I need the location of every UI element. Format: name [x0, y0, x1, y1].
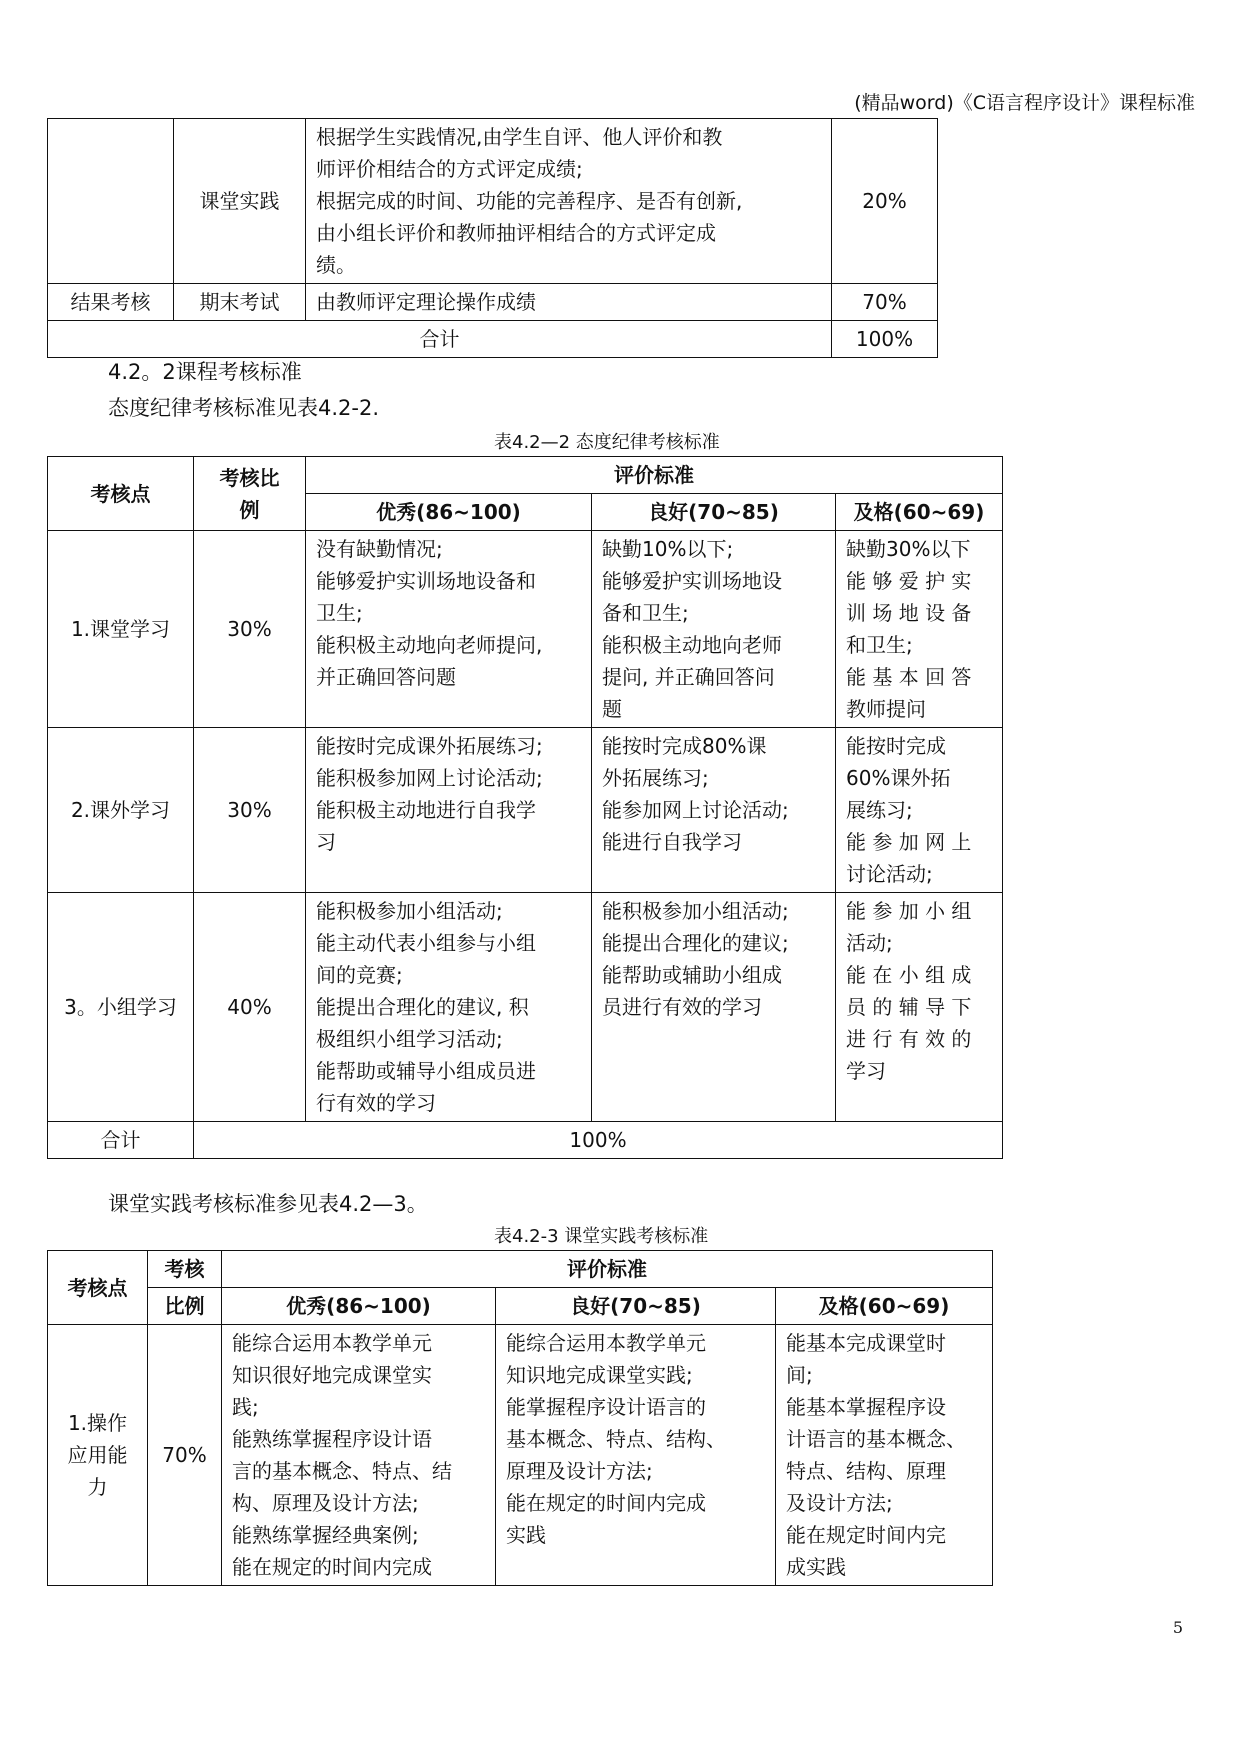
- header-point: 考核点: [48, 1251, 148, 1325]
- section-heading: 4.2。2课程考核标准: [108, 360, 302, 384]
- header-good: 良好(70~85): [496, 1288, 776, 1325]
- header-excellent: 优秀(86~100): [306, 494, 592, 531]
- header-eval: 评价标准: [306, 457, 1003, 494]
- point-cell: 1.课堂学习: [48, 531, 194, 728]
- table-header-row: [48, 457, 1003, 494]
- table-row: [48, 119, 938, 284]
- pass-cell: 能基本完成课堂时 间; 能基本掌握程序设 计语言的基本概念、 特点、结构、原理 及设计方法; 能在规定时间内完 成实践: [776, 1325, 993, 1586]
- header-ratio-line2: 比例: [148, 1288, 222, 1325]
- good-cell: 能综合运用本教学单元 知识地完成课堂实践; 能掌握程序设计语言的 基本概念、特点、结构、 原理及设计方法; 能在规定的时间内完成 实践: [496, 1325, 776, 1586]
- class-practice-table: [47, 1250, 993, 1586]
- point-cell: 1.操作 应用能 力: [48, 1325, 148, 1586]
- header-excellent: 优秀(86~100): [222, 1288, 496, 1325]
- percent-cell: 70%: [832, 284, 938, 321]
- header-pass: 及格(60~69): [836, 494, 1003, 531]
- excellent-cell: 能按时完成课外拓展练习; 能积极参加网上讨论活动; 能积极主动地进行自我学 习: [306, 728, 592, 893]
- excellent-cell: 能综合运用本教学单元 知识很好地完成课堂实 践; 能熟练掌握程序设计语 言的基本概念、特点、结 构、原理及设计方法; 能熟练掌握经典案例; 能在规定的时间内完成: [222, 1325, 496, 1586]
- header-ratio-line1: 考核: [148, 1251, 222, 1288]
- table-row: [48, 284, 938, 321]
- category-cell: 期末考试: [174, 284, 306, 321]
- header-note: (精品word)《C语言程序设计》课程标准: [854, 92, 1195, 114]
- good-cell: 能积极参加小组活动; 能提出合理化的建议; 能帮助或辅助小组成 员进行有效的学习: [592, 893, 836, 1122]
- good-cell: 能按时完成80%课 外拓展练习; 能参加网上讨论活动; 能进行自我学习: [592, 728, 836, 893]
- header-pass: 及格(60~69): [776, 1288, 993, 1325]
- pass-cell: 能按时完成 60%课外拓 展练习; 能 参 加 网 上 讨论活动;: [836, 728, 1003, 893]
- table-row: [48, 531, 1003, 728]
- category-cell: 课堂实践: [174, 119, 306, 284]
- table-header-row: [48, 1251, 993, 1288]
- page-number: 5: [1172, 1618, 1183, 1637]
- table-row-total: [48, 321, 938, 358]
- paragraph: 态度纪律考核标准见表4.2-2.: [108, 396, 380, 420]
- pass-cell: 缺勤30%以下 能 够 爱 护 实 训 场 地 设 备 和卫生; 能 基 本 回 答 教师提问: [836, 531, 1003, 728]
- ratio-cell: 70%: [148, 1325, 222, 1586]
- ratio-cell: 40%: [194, 893, 306, 1122]
- table-caption: 表4.2—2 态度纪律考核标准: [494, 432, 720, 453]
- table-row: [48, 1325, 993, 1586]
- table-row-total: [48, 1122, 1003, 1159]
- pass-cell: 能 参 加 小 组 活动; 能 在 小 组 成 员 的 辅 导 下 进 行 有 效 的 学习: [836, 893, 1003, 1122]
- description-cell: 由教师评定理论操作成绩: [306, 284, 832, 321]
- excellent-cell: 没有缺勤情况; 能够爱护实训场地设备和 卫生; 能积极主动地向老师提问, 并正确回答问题: [306, 531, 592, 728]
- ratio-cell: 30%: [194, 728, 306, 893]
- table-row: [48, 893, 1003, 1122]
- header-point: 考核点: [48, 457, 194, 531]
- header-eval: 评价标准: [222, 1251, 993, 1288]
- point-cell: 2.课外学习: [48, 728, 194, 893]
- table-row: [48, 728, 1003, 893]
- total-percent: 100%: [832, 321, 938, 358]
- total-value: 100%: [194, 1122, 1003, 1159]
- total-label: 合计: [48, 1122, 194, 1159]
- attitude-discipline-table: [47, 456, 1003, 1159]
- table-caption: 表4.2-3 课堂实践考核标准: [494, 1226, 709, 1247]
- ratio-cell: 30%: [194, 531, 306, 728]
- excellent-cell: 能积极参加小组活动; 能主动代表小组参与小组 间的竞赛; 能提出合理化的建议, 积 极组织小组学习活动; 能帮助或辅导小组成员进 行有效的学习: [306, 893, 592, 1122]
- description-cell: 根据学生实践情况,由学生自评、他人评价和教 师评价相结合的方式评定成绩; 根据完成的时间、功能的完善程序、是否有创新, 由小组长评价和教师抽评相结合的方式评定成 绩。: [306, 119, 832, 284]
- type-cell: 结果考核: [48, 284, 174, 321]
- table-header-row: [48, 1288, 993, 1325]
- good-cell: 缺勤10%以下; 能够爱护实训场地设 备和卫生; 能积极主动地向老师 提问, 并正确回答问 题: [592, 531, 836, 728]
- percent-cell: 20%: [832, 119, 938, 284]
- total-label: 合计: [48, 321, 832, 358]
- empty-cell: [48, 119, 174, 284]
- point-cell: 3。小组学习: [48, 893, 194, 1122]
- header-good: 良好(70~85): [592, 494, 836, 531]
- assessment-weight-table: [47, 118, 938, 358]
- paragraph: 课堂实践考核标准参见表4.2—3。: [108, 1192, 428, 1216]
- header-ratio: 考核比例: [194, 457, 306, 531]
